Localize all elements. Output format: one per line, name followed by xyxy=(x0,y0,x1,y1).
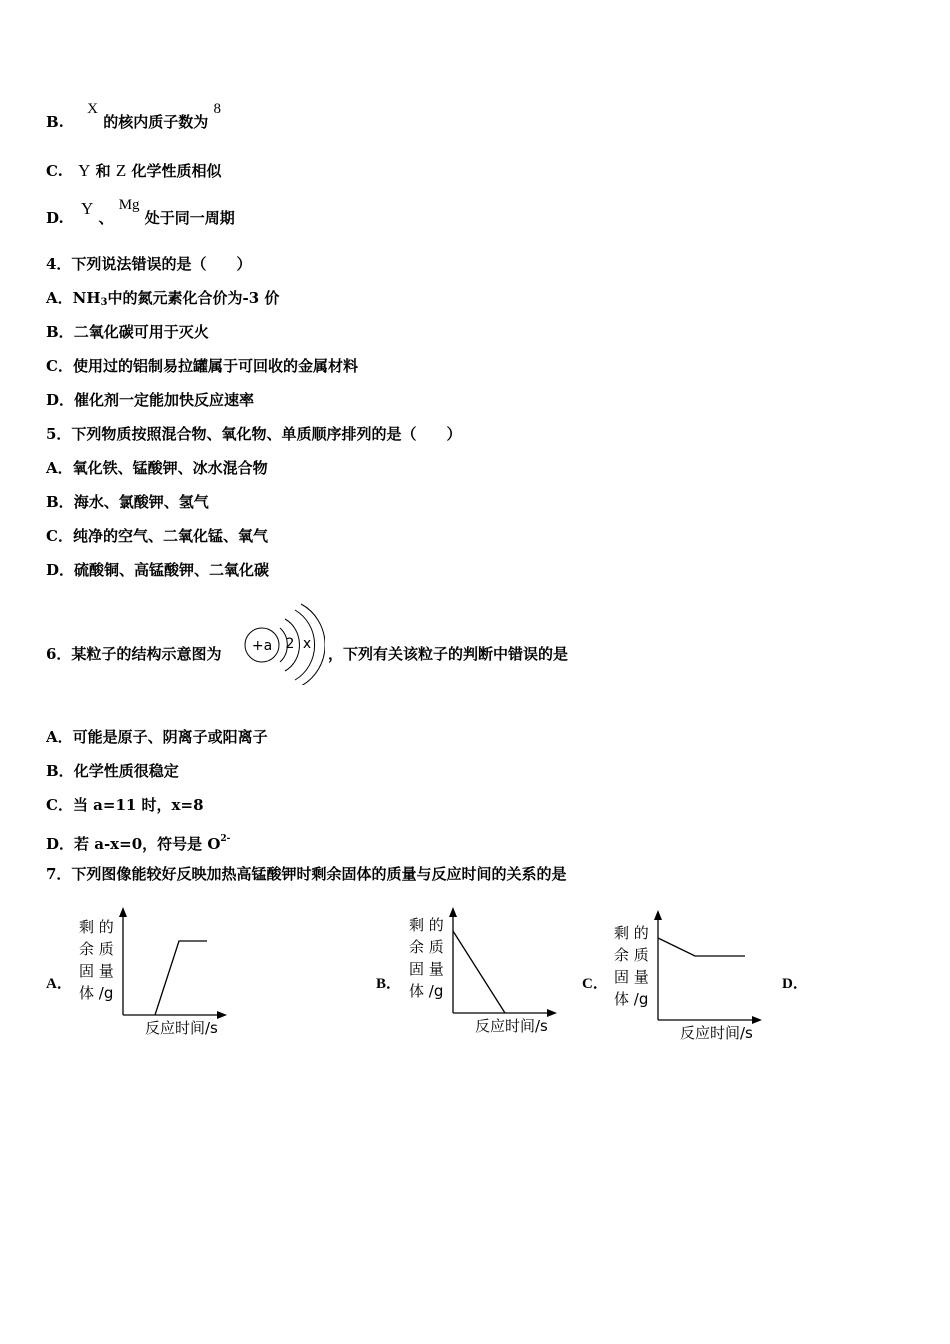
y-label-3: 固 量 xyxy=(614,968,649,986)
option-text: 海水、氯酸钾、氢气 xyxy=(73,493,209,511)
option-label: A． xyxy=(46,289,73,307)
q6-option-c xyxy=(46,795,204,815)
q5-option-b xyxy=(46,492,209,512)
option-label: C． xyxy=(46,527,73,545)
option-label: C． xyxy=(46,357,73,375)
curve-c xyxy=(658,938,745,956)
y-label-2: 余 质 xyxy=(614,946,649,964)
subscript: 3 xyxy=(100,297,108,308)
q4-option-a xyxy=(46,288,279,313)
option-text: 催化剂一定能加快反应速率 xyxy=(74,391,255,409)
q4-stem: 4．下列说法错误的是（ ） xyxy=(46,255,252,273)
option-label: C． xyxy=(46,796,73,814)
q6-stem-post: ，下列有关该粒子的判断中错误的是 xyxy=(328,645,569,663)
q3-option-c xyxy=(46,161,222,181)
q4-option-c xyxy=(46,356,358,376)
y-label-1: 剩 的 xyxy=(79,918,114,936)
q7-option-c-label: C． xyxy=(582,976,608,992)
y-label-2: 余 质 xyxy=(409,938,444,956)
x-axis-arrow xyxy=(547,1009,557,1017)
curve-a xyxy=(155,941,207,1015)
q4-option-d xyxy=(46,390,254,410)
q5-option-c xyxy=(46,526,268,546)
x-label: 反应时间/s xyxy=(680,1024,753,1042)
y-axis-arrow xyxy=(654,910,662,920)
q7-option-b-label: B． xyxy=(376,976,402,992)
q5-option-a xyxy=(46,458,268,478)
x-label: 反应时间/s xyxy=(145,1019,218,1037)
y-axis-arrow xyxy=(449,907,457,917)
q7-graph-b xyxy=(405,905,565,1040)
y-axis-arrow xyxy=(119,907,127,917)
option-label: A． xyxy=(46,459,73,477)
element-symbol: X xyxy=(87,101,98,117)
q7-graph-c xyxy=(610,908,770,1043)
y-label-4: 体 /g xyxy=(614,990,649,1008)
q3-option-d xyxy=(46,197,235,229)
element-symbol-y: Y xyxy=(80,199,94,218)
option-text: 化学性质相似 xyxy=(131,162,222,180)
formula: NH xyxy=(72,289,101,307)
q6-stem-pre: 6．某粒子的结构示意图为 xyxy=(46,645,222,663)
particle-structure-diagram xyxy=(240,600,325,685)
option-label: D． xyxy=(46,561,75,579)
element-symbol-y: Y xyxy=(78,161,91,180)
option-text: 可能是原子、阴离子或阳离子 xyxy=(72,728,268,746)
q4-option-b xyxy=(46,322,209,342)
q6-option-a xyxy=(46,727,268,747)
option-text: 氧化铁、锰酸钾、冰水混合物 xyxy=(72,459,268,477)
y-label-3: 固 量 xyxy=(409,960,444,978)
option-text: 纯净的空气、二氧化锰、氧气 xyxy=(72,527,268,545)
nucleus-charge: +a xyxy=(251,638,273,654)
option-text: 使用过的铝制易拉罐属于可回收的金属材料 xyxy=(72,357,358,375)
q7-option-d-label: D． xyxy=(782,976,808,992)
separator: 、 xyxy=(98,209,114,227)
superscript-charge: 2- xyxy=(220,834,231,844)
element-symbol-mg: Mg xyxy=(118,197,140,213)
q6-option-d xyxy=(46,829,230,854)
element-symbol-z: Z xyxy=(115,161,127,180)
curve-b xyxy=(453,931,505,1013)
y-label-3: 固 量 xyxy=(79,962,114,980)
option-label: B. xyxy=(46,113,64,131)
option-label: A． xyxy=(46,728,73,746)
option-number: 8 xyxy=(213,101,221,117)
option-label: C. xyxy=(46,162,63,180)
option-text: 若 a-x=0，符号是 O xyxy=(74,835,221,853)
q5-option-d xyxy=(46,560,269,580)
y-label-4: 体 /g xyxy=(409,982,444,1000)
option-label: B． xyxy=(46,762,74,780)
q6-option-b xyxy=(46,761,179,781)
option-text: 中的氮元素化合价为-3 价 xyxy=(107,289,280,307)
option-text: 当 a=11 时，x=8 xyxy=(72,796,204,814)
option-text: 的核内质子数为 xyxy=(103,113,209,131)
q7-graph-a xyxy=(75,905,235,1040)
y-label-1: 剩 的 xyxy=(409,916,444,934)
option-text: 和 xyxy=(95,162,111,180)
x-label: 反应时间/s xyxy=(475,1017,548,1035)
x-axis-arrow xyxy=(752,1016,762,1024)
option-label: D． xyxy=(46,835,75,853)
q5-stem: 5．下列物质按照混合物、氧化物、单质顺序排列的是（ ） xyxy=(46,425,462,443)
y-label-4: 体 /g xyxy=(79,984,114,1002)
shell-1-electrons: 2 xyxy=(285,636,295,652)
shell-2-electrons: x xyxy=(302,636,312,652)
option-text: 二氧化碳可用于灭火 xyxy=(73,323,209,341)
option-text: 化学性质很稳定 xyxy=(73,762,179,780)
option-label: D. xyxy=(46,209,64,227)
y-label-1: 剩 的 xyxy=(614,924,649,942)
q3-option-b xyxy=(46,101,221,133)
x-axis-arrow xyxy=(217,1011,227,1019)
y-label-2: 余 质 xyxy=(79,940,114,958)
option-label: B． xyxy=(46,493,74,511)
q7-stem: 7．下列图像能较好反映加热高锰酸钾时剩余固体的质量与反应时间的关系的是 xyxy=(46,865,567,883)
option-label: D． xyxy=(46,391,75,409)
option-label: B． xyxy=(46,323,74,341)
option-text: 处于同一周期 xyxy=(144,209,235,227)
option-text: 硫酸铜、高锰酸钾、二氧化碳 xyxy=(74,561,270,579)
q7-option-a-label: A． xyxy=(46,976,72,992)
